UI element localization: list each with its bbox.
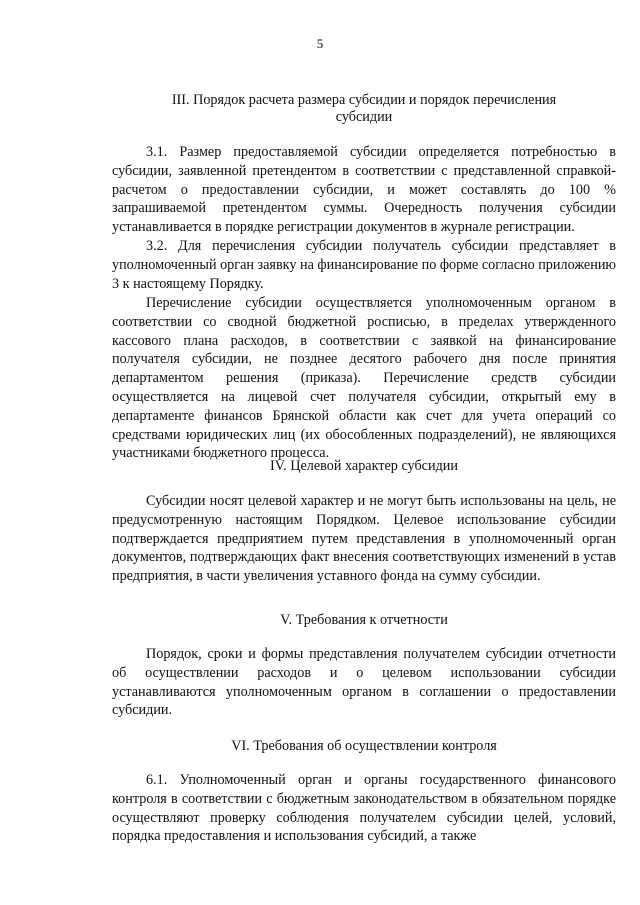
paragraph-3-2: 3.2. Для перечисления субсидии получатель субсидии представляет в уполномоченный орган заявку на финансирование по форме согласно приложению 3 к настоящему Порядку.: [112, 238, 617, 292]
paragraph-3-1: 3.1. Размер предоставляемой субсидии определяется потребностью в субсидии, заявленной претендентом в соответствии с представленной справкой-расчетом о предоставлении субсидии, и может составлять до 100 % запрашиваемой претендентом суммы. Очередность получения субсидии устанавливается в порядке регистрации документов в журнале регистрации.: [112, 144, 616, 236]
section-heading-iv: IV. Целевой характер субсидии: [270, 458, 458, 474]
section-heading-vi: VI. Требования об осуществлении контроля: [231, 738, 497, 754]
paragraph-transfer: Перечисление субсидии осуществляется уполномоченным органом в соответствии со сводной бюджетной росписью, в пределах утвержденного кассового плана расходов, в соответствии с заявкой на финансирование получателя субсидии, не позднее десятого рабочего дня после принятия департаментом решения (приказа). Перечисление средств субсидии осуществляется на лицевой счет получателя субсидии, открытый ему в департаменте финансов Брянской области как счет для учета операций со средствами юридических лиц (их обособленных подразделений), не являющихся участниками бюджетного процесса.: [112, 295, 616, 462]
paragraph-reporting: Порядок, сроки и формы представления получателем субсидии отчетности об осуществлении расходов и о целевом использовании субсидии устанавливаются уполномоченным органом в соглашении о предоставлении субсидии.: [112, 646, 616, 719]
paragraph-6-1: 6.1. Уполномоченный орган и органы государственного финансового контроля в соответствии с бюджетным законодательством в обязательном порядке осуществляют проверку соблюдения получателем субсидии целей, условий, порядка предоставления и использования субсидий, а также: [112, 772, 616, 845]
page-number: 5: [316, 36, 324, 51]
section-heading-iii-line1: III. Порядок расчета размера субсидии и порядок перечисления: [171, 92, 557, 108]
section-heading-v: V. Требования к отчетности: [280, 612, 448, 628]
paragraph-target-purpose: Субсидии носят целевой характер и не могут быть использованы на цель, не предусмотренную настоящим Порядком. Целевое использование субсидии подтверждается предприятием путем представления в уполномоченный орган документов, подтверждающих факт внесения соответствующих изменений в устав предприятия, в части увеличения уставного фонда на сумму субсидии.: [112, 493, 616, 585]
section-heading-iii: [112, 92, 616, 126]
section-heading-iii-line2: субсидии: [335, 109, 393, 125]
